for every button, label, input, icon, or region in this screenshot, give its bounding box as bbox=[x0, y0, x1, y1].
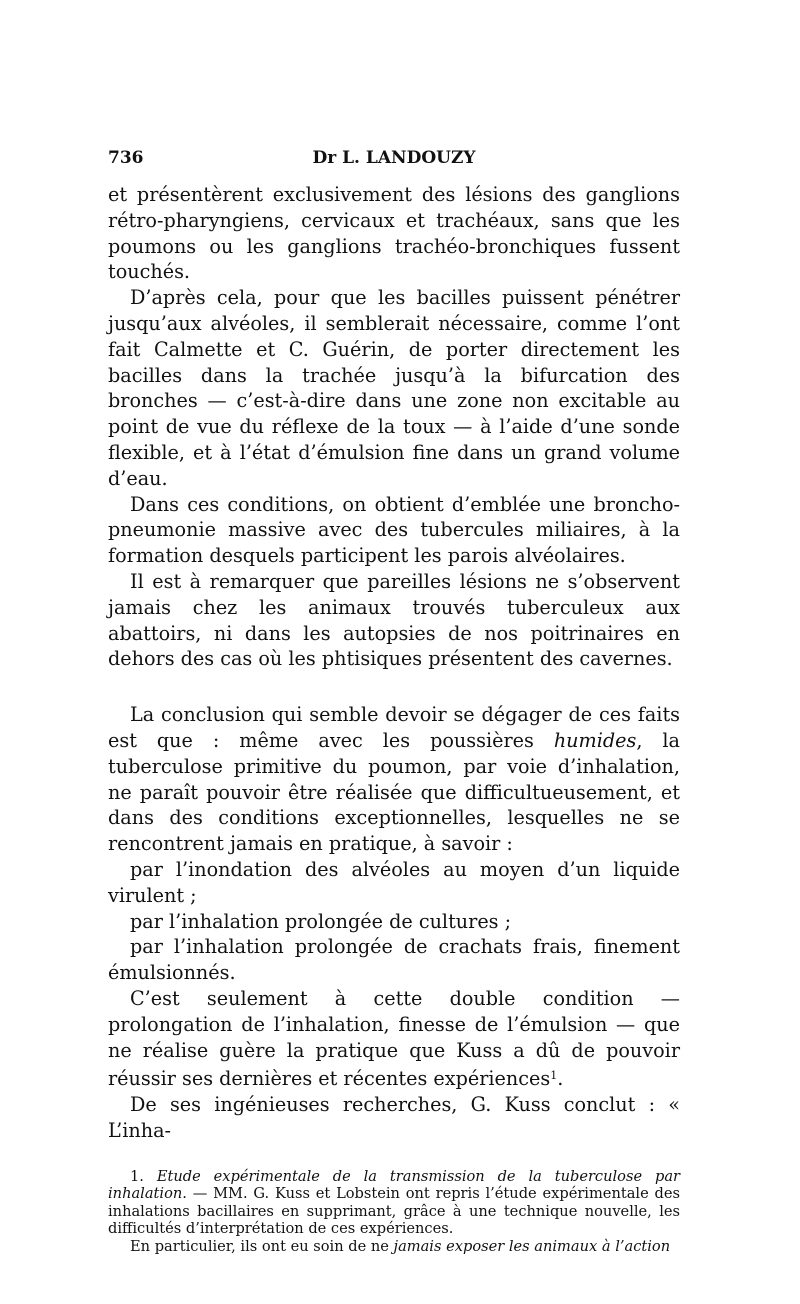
paragraph-text: . bbox=[557, 1067, 564, 1091]
paragraph-text: , la tuberculose primitive du poumon, par voie d’inhalation, ne paraît pouvoir être réalisée que difficultueusement, et dans des conditions exceptionnelles, lesquelles ne se rencontrent jamais en pratique, à savoir : bbox=[108, 728, 680, 856]
paragraph: D’après cela, pour que les bacilles puissent pénétrer jusqu’aux alvéoles, il semblerait nécessaire, comme l’ont fait Calmette et C. Guérin, de porter directement les bacilles dans la trachée jusqu’à la bifurcation des bronches — c’est-à-dire dans une zone non excitable au point de vue du réflexe de la toux — à l’aide d’une sonde flexible, et à l’état d’émulsion fine dans un grand volume d’eau. bbox=[108, 286, 680, 490]
paragraph-text: C’est seulement à cette double condition — prolongation de l’inhalation, finesse de l’émulsion — que ne réalise guère la pratique que Kuss a dû de pouvoir réussir ses dernières et récentes expériences bbox=[108, 986, 680, 1091]
paragraph bbox=[108, 702, 680, 857]
paragraph: Dans ces conditions, on obtient d’emblée une broncho-pneumonie massive avec des tubercules miliaires, à la formation desquels participent les parois alvéolaires. bbox=[108, 492, 680, 568]
paragraph: Il est à remarquer que pareilles lésions ne s’observent jamais chez les animaux trouvés tuberculeux aux abattoirs, ni dans les autopsies de nos poitrinaires en dehors des cas où les phtisiques présentent des cavernes. bbox=[108, 569, 680, 671]
paragraph-text: La conclusion qui semble devoir se dégager de ces faits est que : même avec les poussières bbox=[108, 703, 680, 752]
paragraph: et présentèrent exclusivement des lésions des ganglions rétro-pharyngiens, cervicaux et trachéaux, sans que les poumons ou les ganglions trachéo-bronchiques fussent touchés. bbox=[108, 183, 680, 284]
footnote-title: Etude expérimentale de la transmission de la tuberculose par inhalation. bbox=[108, 1167, 681, 1203]
emphasis-text: humides bbox=[553, 728, 637, 752]
list-paragraph: par l’inhalation prolongée de cultures ; bbox=[130, 909, 512, 933]
section-gap bbox=[108, 672, 680, 702]
footnote-text: En particulier, ils ont eu soin de ne bbox=[130, 1238, 394, 1256]
list-paragraph: par l’inhalation prolongée de crachats frais, finement émulsionnés. bbox=[108, 935, 680, 985]
body-text bbox=[108, 182, 680, 1144]
book-page bbox=[108, 148, 680, 1256]
footnote-number: 1. bbox=[130, 1167, 144, 1185]
footnote bbox=[108, 1168, 680, 1238]
list-paragraph: par l’inondation des alvéoles au moyen d’un liquide virulent ; bbox=[108, 857, 680, 907]
footnote-ref: 1 bbox=[550, 1069, 558, 1083]
page-header bbox=[108, 148, 680, 174]
running-head: Dr L. LANDOUZY bbox=[312, 148, 476, 168]
emphasis-text: jamais exposer les animaux à l’action bbox=[393, 1238, 671, 1256]
page-number: 736 bbox=[108, 148, 144, 168]
footnote-text: — MM. G. Kuss et Lobstein ont repris l’étude expérimentale des inhalations bacillaires en supprimant, grâce à une technique nouvelle, les difficultés d’interprétation de ces expériences. bbox=[108, 1185, 680, 1238]
footnote-continued bbox=[108, 1238, 680, 1256]
paragraph bbox=[108, 986, 680, 1092]
paragraph: De ses ingénieuses recherches, G. Kuss conclut : « L’inha- bbox=[108, 1093, 680, 1142]
footnotes bbox=[108, 1168, 680, 1256]
